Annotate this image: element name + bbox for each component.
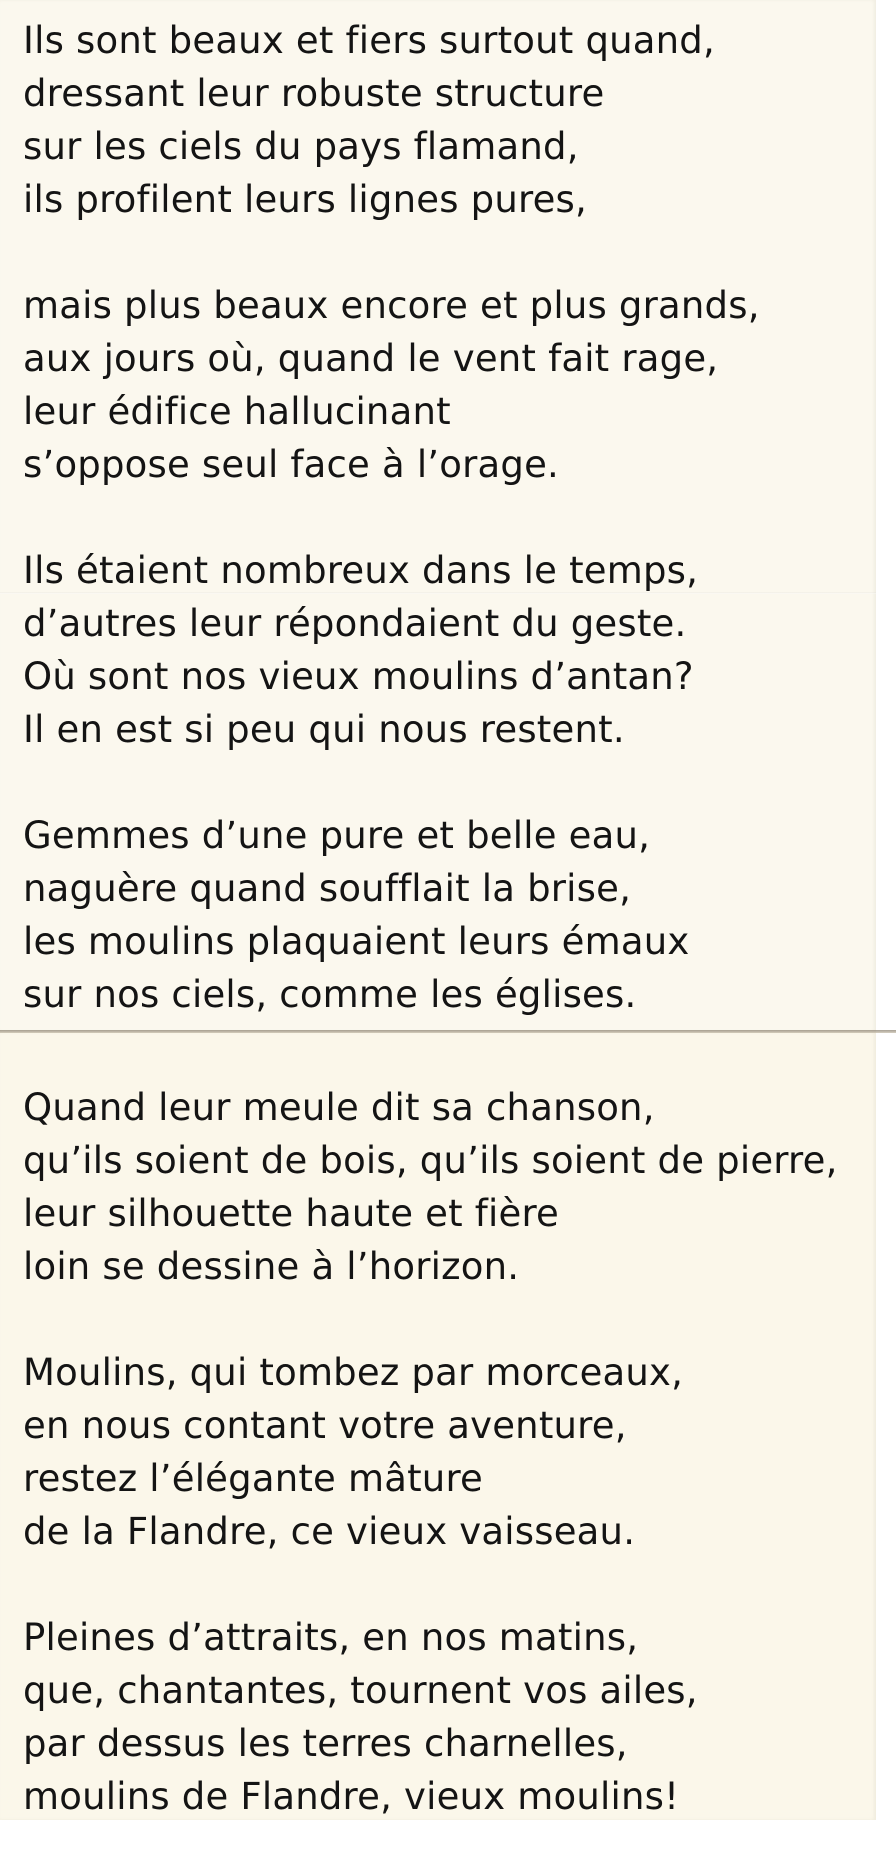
poem-line: Où sont nos vieux moulins d’antan? (23, 655, 694, 698)
poem-line: s’oppose seul face à l’orage. (23, 443, 559, 486)
poem-line: qu’ils soient de bois, qu’ils soient de pierre, (23, 1139, 838, 1182)
poem-line: de la Flandre, ce vieux vaisseau. (23, 1510, 636, 1553)
poem-line: leur édifice hallucinant (23, 390, 451, 433)
stanza-2 (23, 279, 883, 491)
poem-line: aux jours où, quand le vent fait rage, (23, 337, 719, 380)
stanza-6 (23, 1346, 883, 1558)
poem-line: les moulins plaquaient leurs émaux (23, 920, 690, 963)
poem-line: dressant leur robuste structure (23, 72, 605, 115)
stanza-5 (23, 1081, 883, 1293)
poem-line: que, chantantes, tournent vos ailes, (23, 1669, 698, 1712)
poem-line: d’autres leur répondaient du geste. (23, 602, 687, 645)
poem-line: Gemmes d’une pure et belle eau, (23, 814, 651, 857)
stanza-1 (23, 14, 883, 226)
poem-line: Pleines d’attraits, en nos matins, (23, 1616, 639, 1659)
poem-line: loin se dessine à l’horizon. (23, 1245, 520, 1288)
stanza-4 (23, 809, 883, 1021)
stanza-3 (23, 544, 883, 756)
poem-line: restez l’élégante mâture (23, 1457, 484, 1500)
poem-line: Ils étaient nombreux dans le temps, (23, 549, 699, 592)
poem-line: Il en est si peu qui nous restent. (23, 708, 625, 751)
poem-line: sur nos ciels, comme les églises. (23, 973, 637, 1016)
poem-line: moulins de Flandre, vieux moulins! (23, 1775, 680, 1818)
poem-line: mais plus beaux encore et plus grands, (23, 284, 760, 327)
poem-line: naguère quand soufflait la brise, (23, 867, 632, 910)
stanza-7 (23, 1611, 883, 1823)
poem-line: en nous contant votre aventure, (23, 1404, 627, 1447)
poem-text (23, 14, 883, 1876)
poem-line: leur silhouette haute et fière (23, 1192, 560, 1235)
poem-line: ils profilent leurs lignes pures, (23, 178, 587, 221)
poem-line: Quand leur meule dit sa chanson, (23, 1086, 655, 1129)
poem-line: Moulins, qui tombez par morceaux, (23, 1351, 684, 1394)
poem-line: sur les ciels du pays flamand, (23, 125, 579, 168)
poem-line: par dessus les terres charnelles, (23, 1722, 628, 1765)
poem-line: Ils sont beaux et fiers surtout quand, (23, 19, 715, 62)
